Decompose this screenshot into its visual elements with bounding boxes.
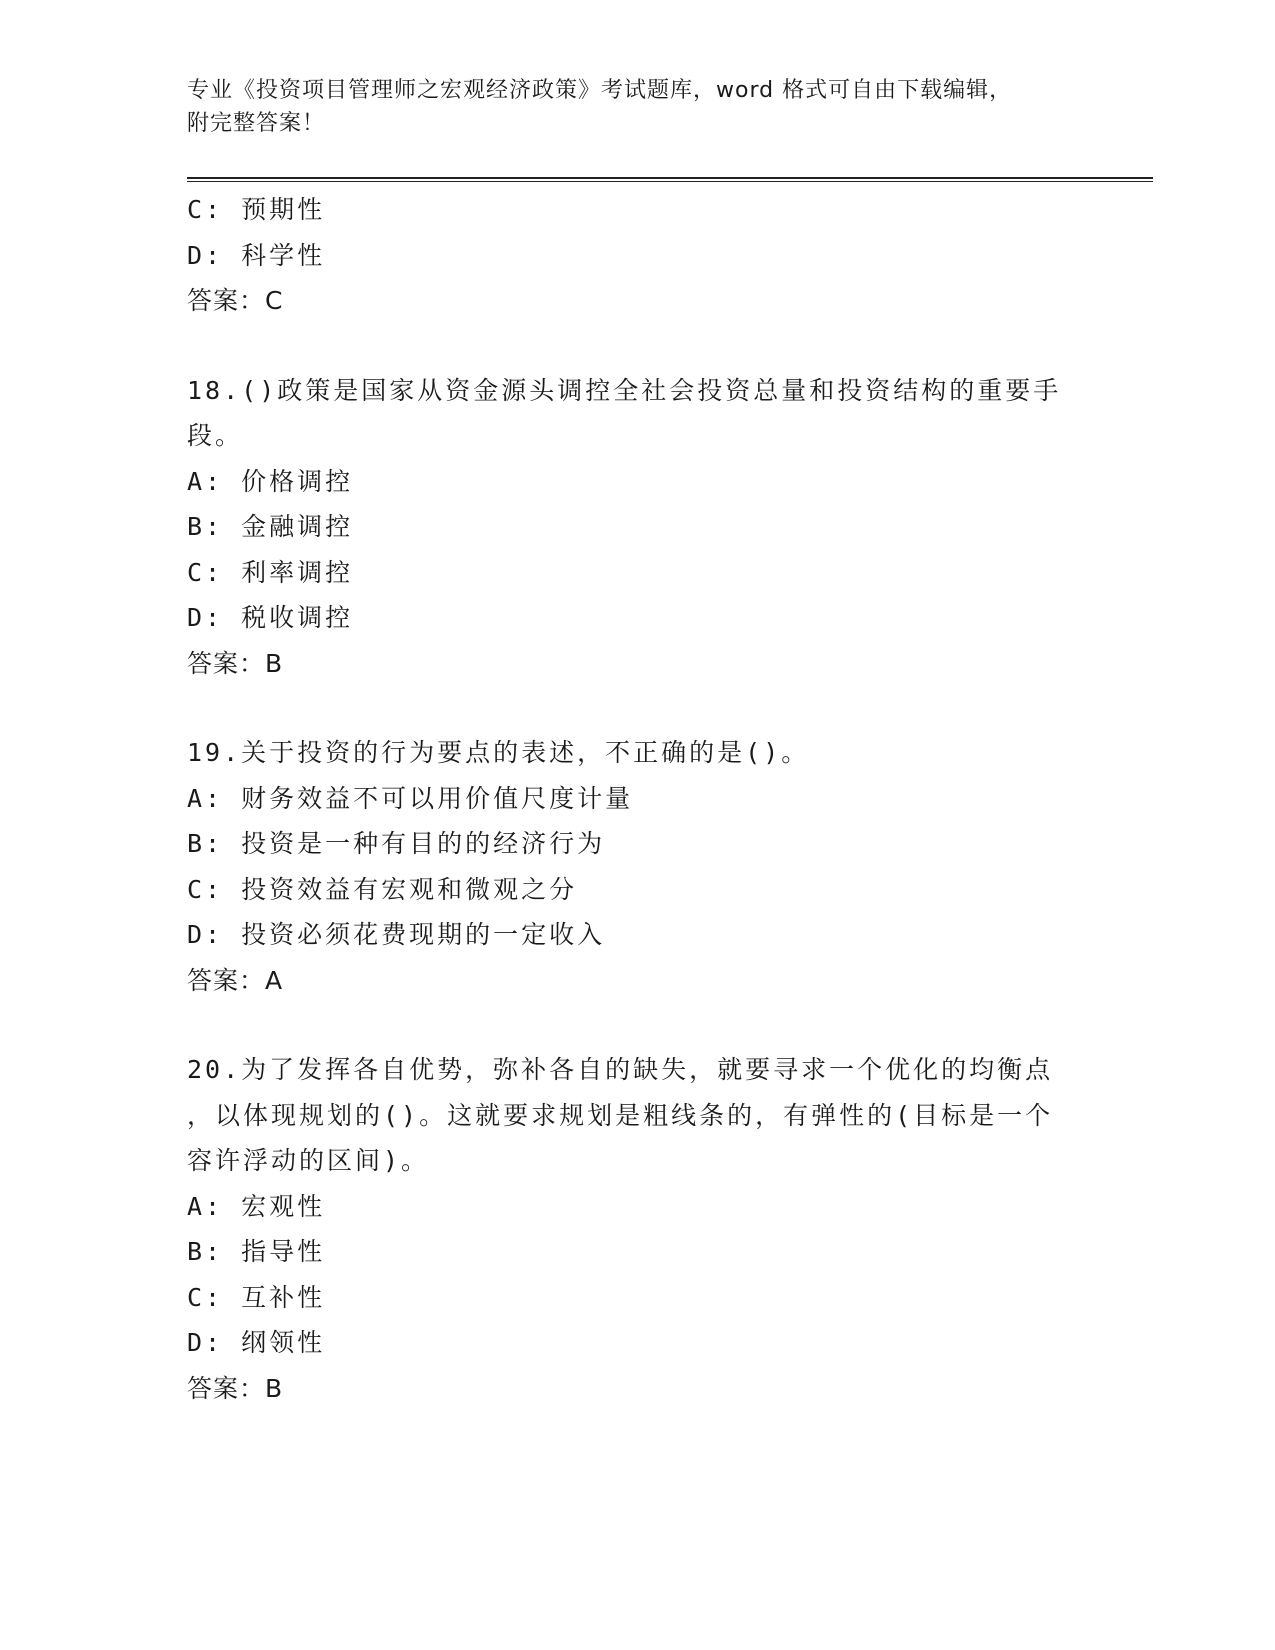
- answer: 答案：A: [187, 965, 284, 995]
- answer: 答案：B: [187, 1373, 284, 1403]
- question-17: [187, 187, 1087, 324]
- spacer: [187, 686, 1087, 730]
- option-c: C: 预期性: [187, 195, 326, 224]
- question-stem-line: 20.为了发挥各自优势，弥补各自的缺失，就要寻求一个优化的均衡点: [187, 1055, 1054, 1084]
- option-d: D: 科学性: [187, 240, 326, 270]
- question-stem-line: 19.关于投资的行为要点的表述，不正确的是()。: [187, 738, 810, 767]
- question-20: [187, 1047, 1087, 1411]
- option-c: C: 利率调控: [187, 557, 354, 587]
- option-d: D: 投资必须花费现期的一定收入: [187, 920, 606, 949]
- answer: 答案：C: [187, 286, 284, 315]
- option-b: B: 指导性: [187, 1237, 326, 1266]
- option-d: D: 税收调控: [187, 603, 354, 632]
- spacer: [187, 1003, 1087, 1047]
- option-a: A: 价格调控: [187, 466, 354, 496]
- header-divider: [187, 177, 1153, 182]
- option-c: C: 互补性: [187, 1282, 326, 1312]
- option-b: B: 投资是一种有目的的经济行为: [187, 829, 606, 858]
- question-18: [187, 368, 1087, 687]
- spacer: [187, 324, 1087, 368]
- question-19: [187, 730, 1087, 1003]
- question-stem-line: 18.()政策是国家从资金源头调控全社会投资总量和投资结构的重要手: [187, 375, 1062, 405]
- question-stem-line: ，以体现规划的()。这就要求规划是粗线条的，有弹性的(目标是一个: [187, 1100, 1054, 1130]
- option-d: D: 纲领性: [187, 1328, 326, 1357]
- answer: 答案：B: [187, 648, 284, 678]
- option-b: B: 金融调控: [187, 512, 354, 541]
- option-c: C: 投资效益有宏观和微观之分: [187, 874, 578, 904]
- question-list: [187, 187, 1087, 1411]
- header-line-1: 专业《投资项目管理师之宏观经济政策》考试题库，word 格式可自由下载编辑，: [187, 78, 1013, 103]
- option-a: A: 财务效益不可以用价值尺度计量: [187, 783, 634, 813]
- question-stem-line: 容许浮动的区间)。: [187, 1146, 430, 1175]
- header-line-2: 附完整答案！: [187, 111, 326, 136]
- option-a: A: 宏观性: [187, 1191, 326, 1221]
- question-stem-line: 段。: [187, 421, 244, 450]
- document-header: [187, 74, 1067, 140]
